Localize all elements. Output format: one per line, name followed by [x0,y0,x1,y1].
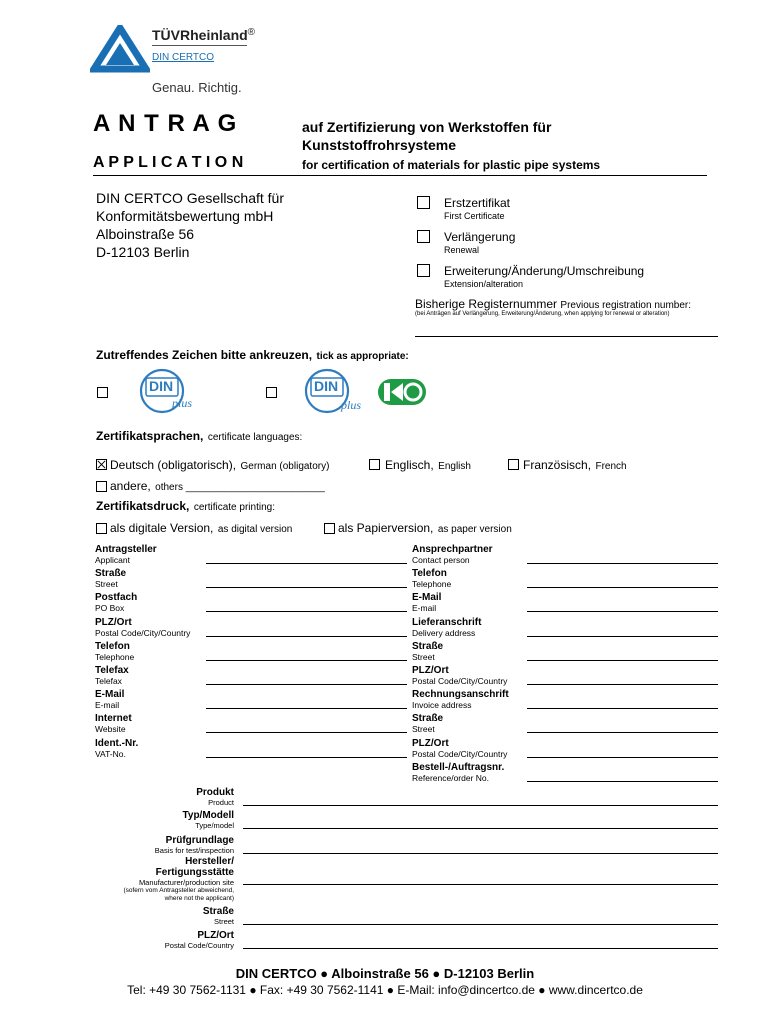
plus-text-2: plus [341,398,362,412]
applicant-field-input[interactable] [206,563,407,564]
contact-field-label: Bestell-/Auftragsnr. [412,761,505,773]
contact-field-input[interactable] [527,757,718,758]
paper-version-checkbox[interactable] [324,523,335,534]
applicant-field-input[interactable] [206,708,407,709]
contact-field-sublabel: Reference/order No. [412,772,490,783]
contact-field-label: Straße [412,640,444,652]
contact-field-sublabel: Street [412,724,435,735]
applicant-field-input[interactable] [206,611,407,612]
registration-number-field[interactable] [415,336,718,337]
contact-field-sublabel: E-mail [412,603,437,614]
digital-version-label: als digitale Version, as digital version [110,521,293,535]
product-field-input[interactable] [243,948,718,949]
tuv-brand: TÜVRheinland® [152,27,256,43]
brand-divider [152,45,247,46]
product-field-label: Prüfgrundlage [165,835,234,846]
applicant-field-sublabel: Street [95,579,118,590]
product-field-label: Straße [202,906,234,917]
applicant-field-label: Telefon [95,640,130,652]
title-en: A P P L I C A T I O N [93,154,244,171]
din-text-2: DIN [314,378,339,394]
product-field-sublabel: Street [213,917,234,926]
applicant-field-label: Postfach [95,592,138,604]
product-field-note: (sofern vom Antragsteller abweichend, [123,887,234,894]
german-checkbox[interactable] [96,459,107,470]
footer-contact: Tel: +49 30 7562-1131 ● Fax: +49 30 7562-1141 ● E-Mail: info@dincertco.de ● www.dincertco.de [127,983,643,997]
other-language-label: andere, others _________________________ [110,479,325,493]
applicant-field-label: Straße [95,568,127,580]
contact-field-label: PLZ/Ort [412,737,449,749]
renewal-label: Verlängerung [444,230,516,244]
contact-field-input[interactable] [527,563,718,564]
contact-field-input[interactable] [527,708,718,709]
subtitle-en: for certification of materials for plastic pipe systems [302,158,601,172]
contact-field-sublabel: Invoice address [412,700,472,711]
applicant-field-sublabel: VAT-No. [95,748,126,759]
tuv-triangle-icon [90,25,150,73]
address-block [96,189,284,261]
plus-text-1: plus [172,396,193,410]
applicant-field-input[interactable] [206,684,407,685]
applicant-field-input[interactable] [206,660,407,661]
applicant-field-sublabel: Telefax [95,676,122,686]
contact-field-label: E-Mail [412,592,442,604]
english-label: Englisch, English [385,458,471,472]
digital-version-checkbox[interactable] [96,523,107,534]
contact-field-sublabel: Telephone [412,579,452,590]
din-certco-logo-text: DIN CERTCO [152,52,215,63]
subtitle-de-1: auf Zertifizierung von Werkstoffen für [302,119,552,135]
product-field-sublabel: Basis for test/inspection [154,846,234,855]
checked-x-icon [97,460,106,469]
extension-sub: Extension/alteration [444,279,524,289]
product-field-sublabel: Product [208,798,234,807]
contact-field-label: Telefon [412,568,447,580]
applicant-field-label: Internet [95,713,132,725]
contact-field-sublabel: Contact person [412,555,470,565]
address-line-3: Alboinstraße 56 [96,226,195,242]
applicant-field-label: Antragsteller [95,544,157,555]
first-certificate-label: Erstzertifikat [444,196,511,210]
product-field-note: where not the applicant) [164,895,234,902]
product-field-sublabel: Manufacturer/production site [138,878,234,887]
product-field-input[interactable] [243,828,718,829]
contact-field-label: Ansprechpartner [412,544,493,555]
contact-field-input[interactable] [527,660,718,661]
din-plus-checkbox-2[interactable] [266,387,277,398]
address-line-2: Konformitätsbewertung mbH [96,208,274,224]
contact-field-sublabel: Street [412,651,435,662]
applicant-field-label: E-Mail [95,689,125,701]
contact-field-input[interactable] [527,732,718,733]
tuv-logo [90,25,150,73]
contact-field-sublabel: Delivery address [412,627,476,638]
applicant-field-input[interactable] [206,636,407,637]
product-field-sublabel: Type/model [195,821,234,830]
product-field-label: PLZ/Ort [197,930,234,941]
contact-field-input[interactable] [527,684,718,685]
applicant-field-input[interactable] [206,732,407,733]
footer-address: DIN CERTCO ● Alboinstraße 56 ● D-12103 Berlin [235,966,535,981]
product-field-input[interactable] [243,924,718,925]
applicant-field-label: Telefax [95,665,129,676]
applicant-field-input[interactable] [206,757,407,758]
slogan: Genau. Richtig. [152,80,242,95]
contact-field-input[interactable] [527,587,718,588]
product-field-label: Produkt [196,787,234,798]
contact-field-label: Rechnungsanschrift [412,689,509,701]
contact-field-label: PLZ/Ort [412,665,449,676]
languages-heading: Zertifikatsprachen, certificate languages: [96,429,303,443]
applicant-field-sublabel: PO Box [95,603,125,614]
contact-field-label: Straße [412,713,444,725]
paper-version-label: als Papierversion, as paper version [338,521,512,535]
marks-heading: Zutreffendes Zeichen bitte ankreuzen, tick as appropriate: [96,348,409,362]
contact-field-input[interactable] [527,611,718,612]
address-line-1: DIN CERTCO Gesellschaft für [96,190,285,206]
applicant-field-label: Ident.-Nr. [95,737,139,749]
extension-label: Erweiterung/Änderung/Umschreibung [444,264,645,278]
applicant-field-input[interactable] [206,587,407,588]
contact-field-label: Lieferanschrift [412,616,482,628]
din-plus-logo-1 [136,368,200,416]
english-checkbox[interactable] [369,459,380,470]
din-plus-logo-2 [301,368,371,416]
registration-note: (bei Anträgen auf Verlängerung, Erweiterung/Änderung, when applying for renewal or alteration) [415,311,670,317]
title-rule [93,175,707,176]
first-certificate-checkbox[interactable] [417,196,430,209]
renewal-checkbox[interactable] [417,230,430,243]
contact-field-sublabel: Postal Code/City/Country [412,676,508,686]
other-language-checkbox[interactable] [96,481,107,492]
german-label: Deutsch (obligatorisch), German (obligatory) [110,458,330,472]
product-field-label: Hersteller/ [185,856,234,867]
product-field-input[interactable] [243,884,718,885]
registration-label: Bisherige Registernummer Previous registration number: [415,297,692,311]
french-label: Französisch, French [523,458,627,472]
kq-mark-logo [377,378,427,406]
product-field-input[interactable] [243,805,718,806]
product-field-input[interactable] [243,853,718,854]
subtitle-de-2: Kunststoffrohrsysteme [302,137,457,153]
address-line-4: D-12103 Berlin [96,244,190,260]
applicant-field-label: PLZ/Ort [95,616,132,628]
contact-field-input[interactable] [527,781,718,782]
renewal-sub: Renewal [444,245,480,255]
kq-mark-icon [377,378,427,406]
printing-heading: Zertifikatsdruck, certificate printing: [96,499,275,513]
title-de: A N T R A G [93,110,238,137]
applicant-field-sublabel: Applicant [95,555,130,565]
applicant-field-sublabel: E-mail [95,700,120,711]
applicant-field-sublabel: Website [95,724,126,735]
contact-field-input[interactable] [527,636,718,637]
extension-checkbox[interactable] [417,264,430,277]
din-plus-checkbox-1[interactable] [97,387,108,398]
french-checkbox[interactable] [508,459,519,470]
applicant-field-sublabel: Telephone [95,651,135,662]
first-certificate-sub: First Certificate [444,211,505,221]
product-field-sublabel: Postal Code/Country [164,941,234,950]
contact-field-sublabel: Postal Code/City/Country [412,748,508,759]
applicant-field-sublabel: Postal Code/City/Country [95,627,191,638]
product-field-label: Typ/Modell [182,810,234,821]
din-text-1: DIN [149,378,174,394]
product-field-label-2: Fertigungsstätte [155,867,234,878]
